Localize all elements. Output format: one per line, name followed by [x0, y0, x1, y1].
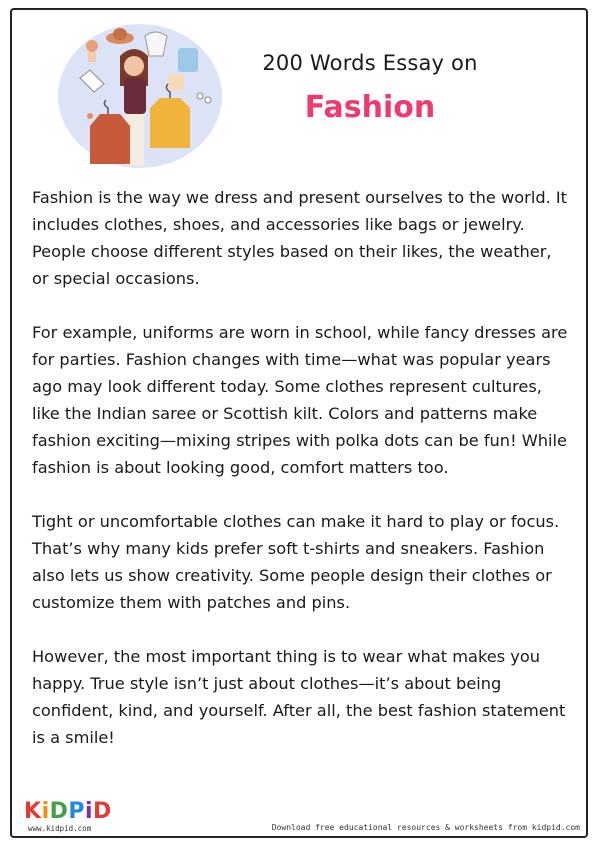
dress-icon	[145, 32, 167, 56]
shorts-icon	[168, 74, 184, 90]
logo-wordmark	[24, 800, 114, 824]
essay-paragraph: Fashion is the way we dress and present ourselves to the world. It includes clothes, shoes, and accessories like bags or jewelry. People choose different styles based on their likes, the weather, or special occasions.	[32, 188, 567, 288]
essay-paragraph: Tight or uncomfortable clothes can make it hard to play or focus. That’s why many kids prefer soft t-shirts and sneakers. Fashion also lets us show creativity. Some people design their clothes or customize them with patches and pins.	[32, 512, 560, 612]
logo-letter: i	[85, 799, 94, 824]
woman-top	[124, 78, 146, 114]
essay-paragraph: However, the most important thing is to wear what makes you happy. True style isn’t just about clothes—it’s about being confident, kind, and yourself. After all, the best fashion statement is a smile!	[32, 647, 566, 747]
necklace-icon	[87, 113, 93, 119]
kidpid-logo	[24, 800, 114, 840]
logo-url: www.kidpid.com	[28, 824, 92, 833]
logo-letter: i	[41, 799, 50, 824]
woman-face	[124, 56, 144, 76]
essay-body	[32, 184, 572, 778]
red-jacket-icon	[90, 114, 130, 164]
top-icon	[178, 48, 198, 72]
logo-letter: P	[68, 799, 85, 824]
essay-paragraph: For example, uniforms are worn in school, while fancy dresses are for parties. Fashion changes with time—what was popular years ago may look different today. Some clothes represent cultures, like the Indian saree or Scottish kilt. Colors and patterns make fashion exciting—mixing stripes with polka dots can be fun! While fashion is about looking good, comfort matters too.	[32, 323, 568, 477]
footer-text: Download free educational resources & worksheets from kidpid.com	[271, 823, 580, 832]
header	[240, 50, 500, 126]
fashion-illustration	[50, 16, 230, 176]
yellow-jacket-icon	[150, 98, 190, 148]
essay-title: Fashion	[304, 90, 436, 125]
logo-letter: D	[93, 799, 112, 824]
makeup-icon	[86, 40, 98, 52]
logo-letter: K	[24, 799, 42, 824]
essay-subtitle: 200 Words Essay on	[262, 51, 478, 75]
logo-letter: D	[49, 799, 69, 824]
